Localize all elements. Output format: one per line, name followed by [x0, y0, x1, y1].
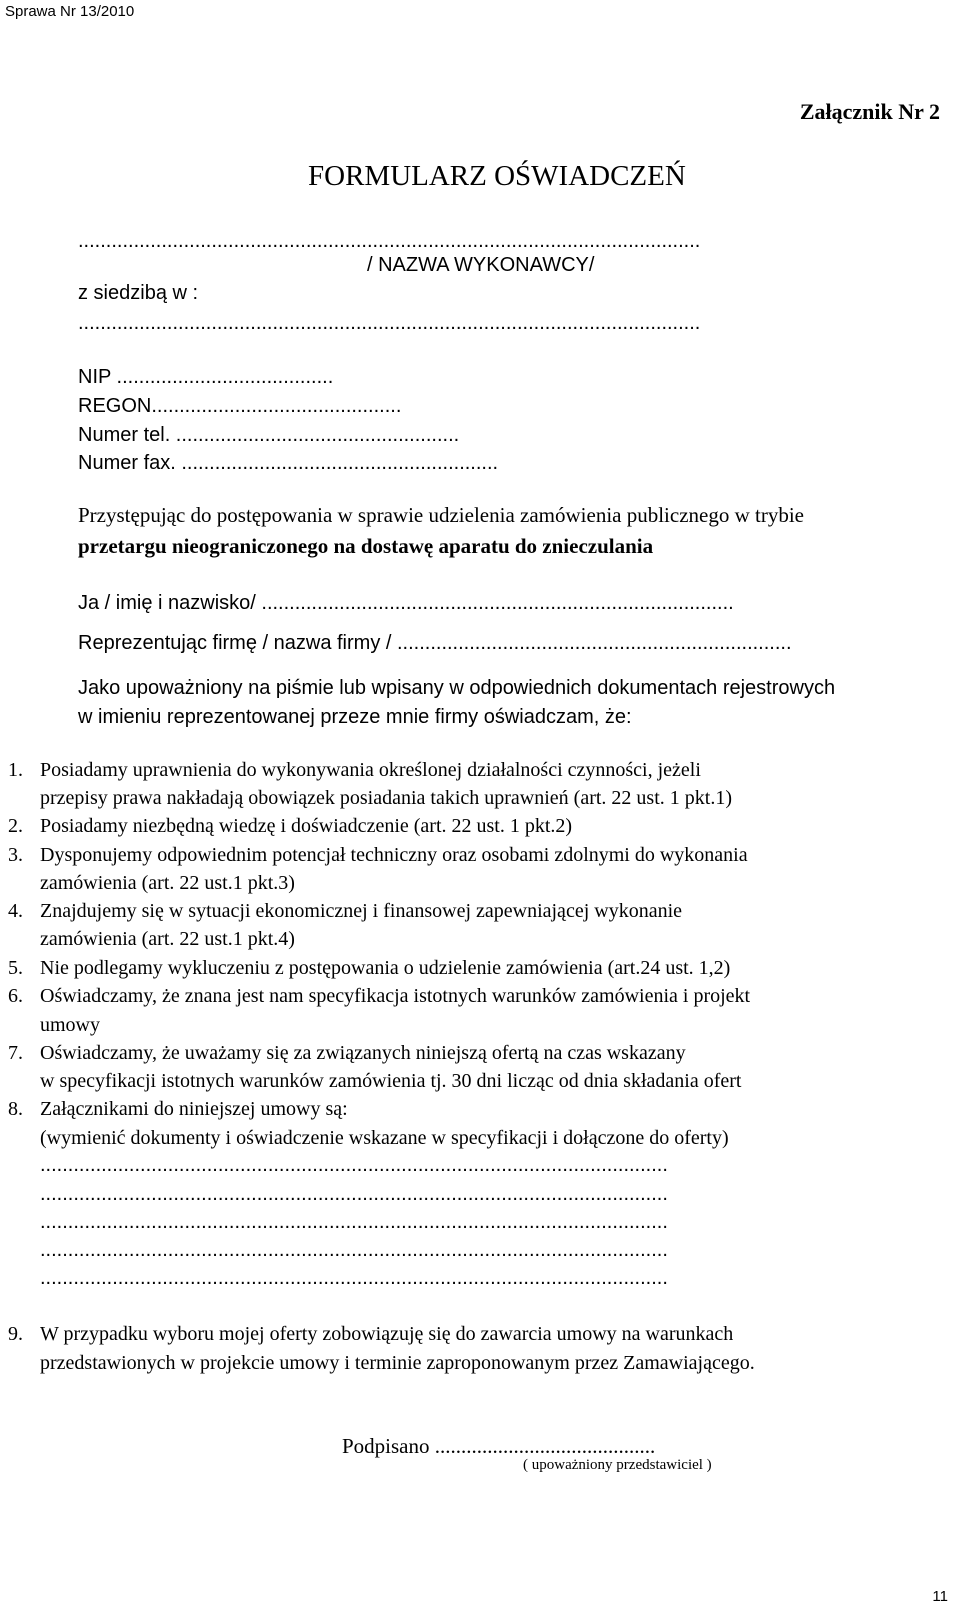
page-number: 11 — [932, 1588, 948, 1605]
fax-field: Numer fax. ......................................................... — [78, 452, 499, 474]
list-item-text: zamówienia (art. 22 ust.1 pkt.4) — [40, 928, 295, 950]
authorization-line-2: w imieniu reprezentowanej przeze mnie firmy oświadczam, że: — [78, 706, 632, 728]
list-item-number: 5. — [8, 957, 23, 979]
list-item-text: (wymienić dokumenty i oświadczenie wskazane w specyfikacji i dołączone do oferty) — [40, 1127, 729, 1149]
list-item-number: 4. — [8, 900, 23, 922]
attachment-dots-line: ................................................................................................................. — [40, 1239, 668, 1261]
list-item-text: Posiadamy uprawnienia do wykonywania określonej działalności czynności, jeżeli — [40, 759, 701, 781]
list-item-text: umowy — [40, 1014, 100, 1036]
list-item-number: 9. — [8, 1323, 23, 1345]
list-item-text: przepisy prawa nakładają obowiązek posiadania takich uprawnień (art. 22 ust. 1 pkt.1) — [40, 787, 732, 809]
list-item-text: W przypadku wyboru mojej oferty zobowiązuję się do zawarcia umowy na warunkach — [40, 1323, 734, 1345]
seat-dots: ................................................................................................................ — [78, 312, 701, 334]
intro-line-1: Przystępując do postępowania w sprawie udzielenia zamówienia publicznego w trybie — [78, 503, 805, 527]
person-name-line: Ja / imię i nazwisko/ ..................................................................................... — [78, 592, 734, 614]
nip-field: NIP ....................................... — [78, 366, 334, 388]
attachment-label: Załącznik Nr 2 — [799, 99, 940, 124]
list-item-number: 7. — [8, 1042, 23, 1064]
list-item-number: 8. — [8, 1098, 23, 1120]
page-title: FORMULARZ OŚWIADCZEŃ — [308, 160, 686, 192]
list-item-text: Załącznikami do niniejszej umowy są: — [40, 1098, 348, 1120]
attachment-dots-line: ................................................................................................................. — [40, 1183, 668, 1205]
signature-line: Podpisano .......................................... — [342, 1434, 656, 1458]
case-reference: Sprawa Nr 13/2010 — [5, 3, 135, 20]
list-item-text: Znajdujemy się w sytuacji ekonomicznej i finansowej zapewniającej wykonanie — [40, 900, 683, 922]
list-item-number: 2. — [8, 815, 23, 837]
attachment-dots-line: ................................................................................................................. — [40, 1211, 668, 1233]
authorization-line-1: Jako upoważniony na piśmie lub wpisany w odpowiednich dokumentach rejestrowych — [78, 677, 836, 699]
list-item-text: Nie podlegamy wykluczeniu z postępowania o udzielenie zamówienia (art.24 ust. 1,2) — [40, 957, 731, 979]
intro-line-2: przetargu nieograniczonego na dostawę aparatu do znieczulania — [78, 534, 654, 558]
signature-caption: ( upoważniony przedstawiciel ) — [523, 1457, 712, 1473]
list-item-number: 6. — [8, 985, 23, 1007]
list-item-text: przedstawionych w projekcie umowy i terminie zaproponowanym przez Zamawiającego. — [40, 1352, 755, 1374]
contractor-name-dots: ................................................................................................................ — [78, 230, 701, 252]
attachment-dots-line: ................................................................................................................. — [40, 1154, 668, 1176]
firm-name-line: Reprezentując firmę / nazwa firmy / ....................................................................... — [78, 632, 792, 654]
list-item-text: zamówienia (art. 22 ust.1 pkt.3) — [40, 872, 295, 894]
phone-field: Numer tel. ................................................... — [78, 424, 460, 446]
list-item-text: Oświadczamy, że uważamy się za związanych niniejszą ofertą na czas wskazany — [40, 1042, 686, 1064]
regon-field: REGON............................................. — [78, 395, 402, 417]
list-item-text: Oświadczamy, że znana jest nam specyfikacja istotnych warunków zamówienia i projekt — [40, 985, 751, 1007]
seat-label: z siedzibą w : — [78, 282, 199, 304]
contractor-name-caption: / NAZWA WYKONAWCY/ — [367, 254, 595, 276]
list-item-text: w specyfikacji istotnych warunków zamówienia tj. 30 dni licząc od dnia składania ofert — [40, 1070, 742, 1092]
list-item-number: 1. — [8, 759, 23, 781]
list-item-number: 3. — [8, 844, 23, 866]
list-item-text: Posiadamy niezbędną wiedzę i doświadczenie (art. 22 ust. 1 pkt.2) — [40, 815, 573, 837]
attachment-dots-line: ................................................................................................................. — [40, 1267, 668, 1289]
list-item-text: Dysponujemy odpowiednim potencjał techniczny oraz osobami zdolnymi do wykonania — [40, 844, 748, 866]
